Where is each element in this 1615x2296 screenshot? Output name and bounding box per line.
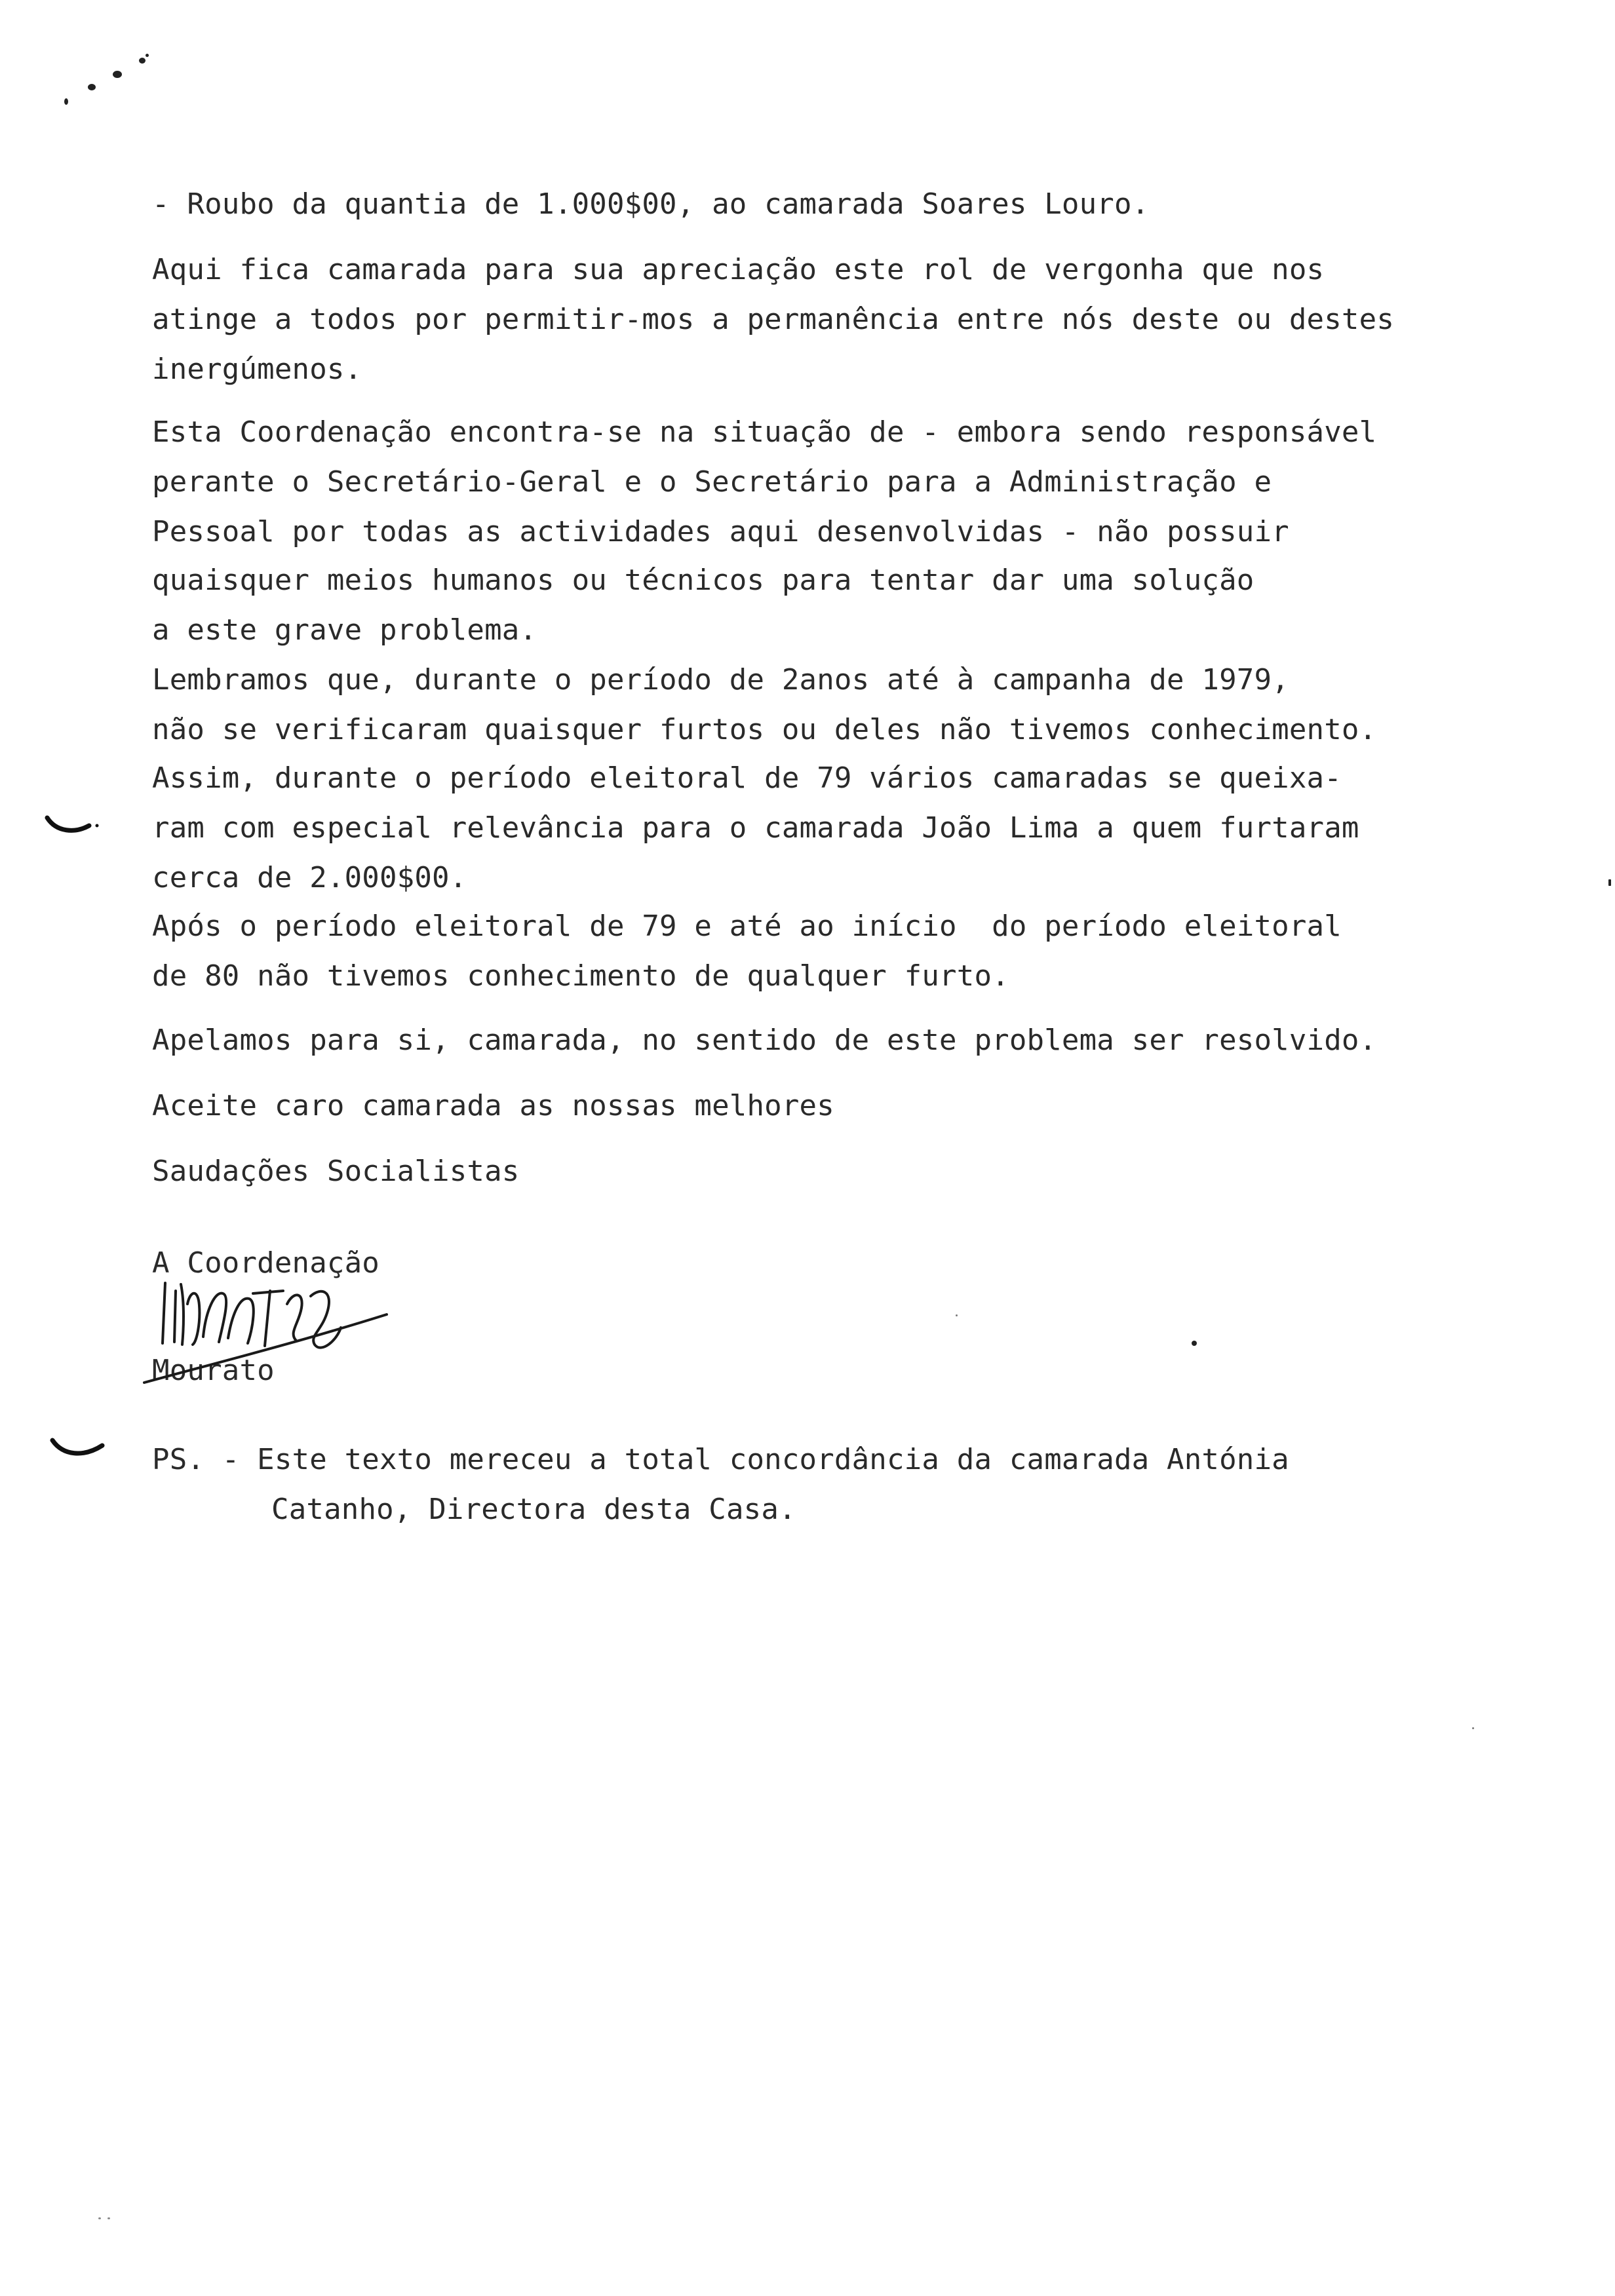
ink-speck (64, 98, 68, 105)
text-line: Apelamos para si, camarada, no sentido de este problema ser resolvido. (152, 1024, 1377, 1057)
ink-speck (139, 58, 146, 64)
text-line: Lembramos que, durante o período de 2anos até à campanha de 1979, (152, 663, 1289, 697)
text-line: Esta Coordenação encontra-se na situação de - embora sendo responsável (152, 415, 1377, 449)
text-line: Após o período eleitoral de 79 e até ao início do período eleitoral (152, 909, 1342, 943)
handwritten-signature (125, 1265, 400, 1415)
signature-title: A Coordenação (152, 1246, 379, 1280)
text-line: quaisquer meios humanos ou técnicos para tentar dar uma solução (152, 564, 1255, 597)
text-line: perante o Secretário-Geral e o Secretário para a Administração e (152, 465, 1272, 499)
text-line: Aqui fica camarada para sua apreciação este rol de vergonha que nos (152, 253, 1325, 286)
text-line: Pessoal por todas as actividades aqui desenvolvidas - não possuir (152, 515, 1289, 548)
margin-check-mark (49, 1435, 114, 1468)
scan-speck (1608, 879, 1611, 886)
scan-speck (98, 2217, 101, 2219)
ink-speck (146, 54, 149, 57)
scan-speck (956, 1314, 958, 1316)
scan-speck (107, 2217, 110, 2219)
margin-check-mark (43, 813, 109, 845)
text-line: Assim, durante o período eleitoral de 79 vários camaradas se queixa- (152, 761, 1342, 795)
text-line: cerca de 2.000$00. (152, 861, 467, 894)
text-line: não se verificaram quaisquer furtos ou deles não tivemos conhecimento. (152, 713, 1377, 746)
text-line: atinge a todos por permitir-mos a permanência entre nós deste ou destes (152, 303, 1395, 336)
text-line: a este grave problema. (152, 613, 537, 647)
ink-speck (88, 84, 96, 90)
text-line: Aceite caro camarada as nossas melhores (152, 1089, 834, 1122)
ink-speck (113, 71, 122, 78)
text-line: ram com especial relevância para o camarada João Lima a quem furtaram (152, 811, 1359, 845)
text-line: inergúmenos. (152, 353, 362, 386)
postscript-line: PS. - Este texto mereceu a total concordância da camarada Antónia (152, 1443, 1289, 1476)
postscript-line: Catanho, Directora desta Casa. (271, 1493, 796, 1526)
text-line: de 80 não tivemos conhecimento de qualquer furto. (152, 959, 1009, 993)
text-line: - Roubo da quantia de 1.000$00, ao camarada Soares Louro. (152, 187, 1150, 221)
scan-speck (1472, 1727, 1474, 1729)
signature-name: Mourato (152, 1354, 275, 1387)
text-line: Saudações Socialistas (152, 1155, 520, 1188)
ink-dot (1192, 1341, 1197, 1346)
